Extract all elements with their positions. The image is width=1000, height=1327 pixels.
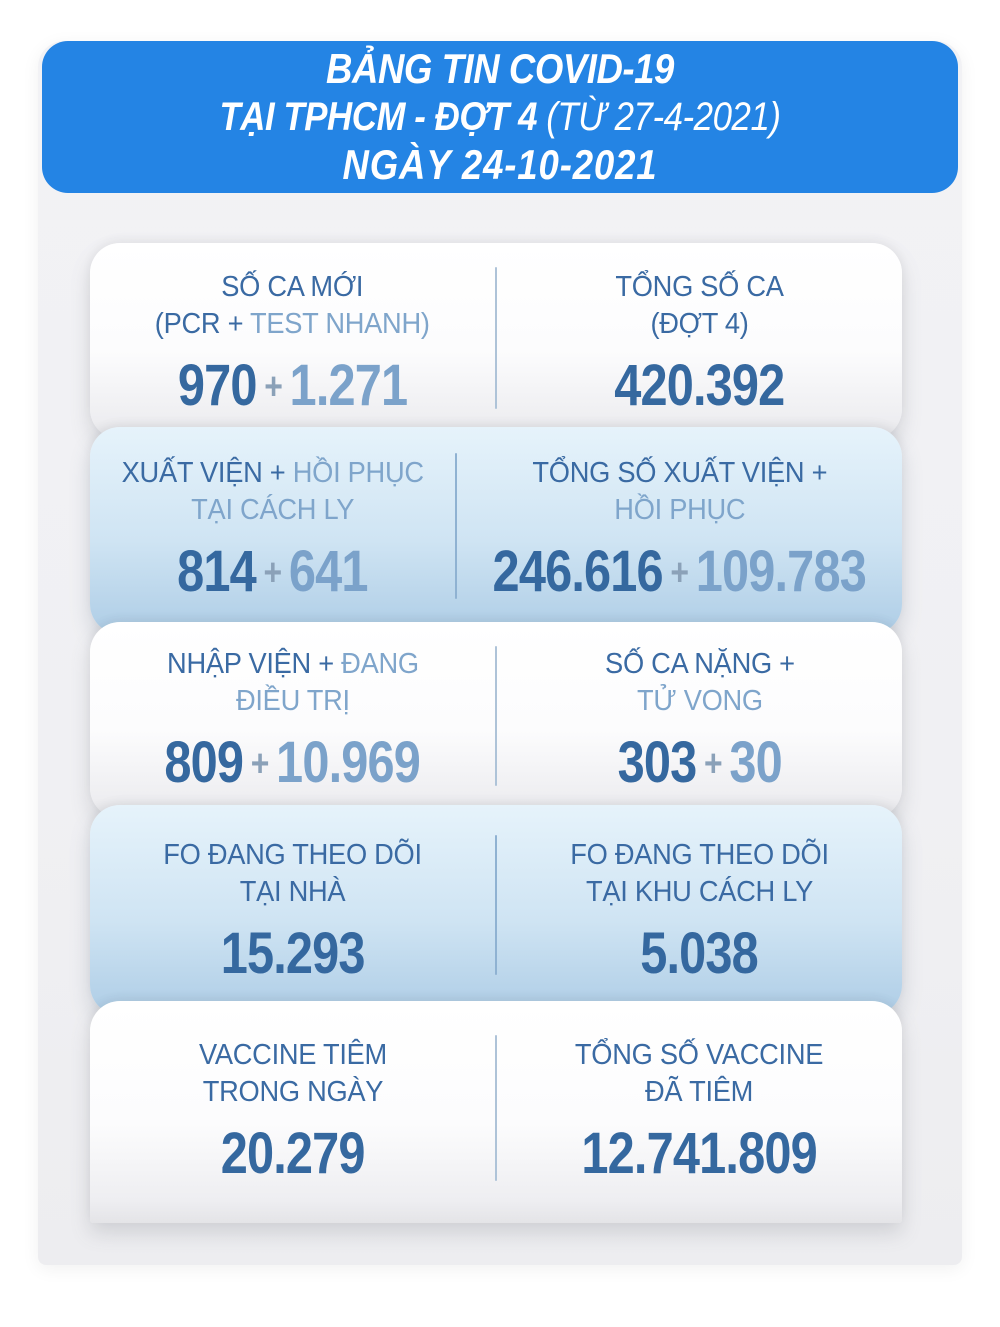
stat-label: NHẬP VIỆN + ĐANG ĐIỀU TRỊ (166, 648, 419, 717)
stat-card-vaccine (90, 1001, 902, 1223)
stat-value: 15.293 (220, 921, 365, 986)
stat-label: FO ĐANG THEO DÕI TẠI NHÀ (163, 839, 422, 908)
plus-sign: + (670, 552, 689, 594)
header-banner (42, 41, 958, 193)
plus-sign: + (703, 743, 722, 785)
stat-label: TỔNG SỐ XUẤT VIỆN + HỒI PHỤC (532, 457, 828, 526)
header-title-line2 (102, 93, 899, 141)
stat-value: 809 + 10.969 (164, 730, 421, 795)
stat-cell-vaccine-today (90, 1001, 495, 1223)
stat-card-discharged (90, 427, 902, 634)
stat-label: FO ĐANG THEO DÕI TẠI KHU CÁCH LY (570, 839, 829, 908)
header-title-line1: BẢNG TIN COVID-19 (326, 45, 674, 92)
plus-sign: + (264, 366, 282, 408)
stat-label: SỐ CA NẶNG + TỬ VONG (604, 648, 795, 717)
stat-label: TỔNG SỐ CA (ĐỢT 4) (615, 271, 784, 340)
header-location-wave: TẠI TPHCM - ĐỢT 4 (219, 95, 538, 139)
stat-value: 970 + 1.271 (177, 353, 408, 418)
stat-value: 12.741.809 (581, 1121, 818, 1186)
stat-cell-discharged-recovered (90, 427, 455, 634)
stat-cell-total-discharged-recovered (457, 427, 902, 634)
stat-label: TỔNG SỐ VACCINE ĐÃ TIÊM (575, 1039, 824, 1108)
stat-label: XUẤT VIỆN + HỒI PHỤC TẠI CÁCH LY (121, 457, 424, 526)
plus-sign: + (250, 743, 269, 785)
stat-cell-severe-deaths (497, 622, 902, 818)
stat-cell-f0-home (90, 805, 495, 1015)
stat-value: 420.392 (614, 353, 785, 418)
stat-cell-total-cases (497, 243, 902, 439)
stat-value: 246.616 + 109.783 (493, 539, 867, 604)
stat-value: 303 + 30 (617, 730, 782, 795)
plus-sign: + (263, 552, 282, 594)
stat-value: 814 + 641 (177, 539, 368, 604)
stat-cell-vaccine-total (497, 1001, 902, 1223)
stat-value: 5.038 (640, 921, 759, 986)
stat-card-f0-monitoring (90, 805, 902, 1015)
stat-cell-f0-quarantine (497, 805, 902, 1015)
stat-cell-new-cases (90, 243, 495, 439)
stat-label: SỐ CA MỚI (PCR + TEST NHANH) (155, 271, 430, 340)
header-report-date: NGÀY 24-10-2021 (342, 141, 658, 188)
stat-card-hospitalized (90, 622, 902, 818)
stat-label: VACCINE TIÊM TRONG NGÀY (198, 1039, 387, 1108)
stat-card-cases (90, 243, 902, 439)
stat-cell-hospitalized-treating (90, 622, 495, 818)
stat-value: 20.279 (220, 1121, 365, 1186)
header-wave-start-date: (TỪ 27-4-2021) (537, 95, 781, 139)
